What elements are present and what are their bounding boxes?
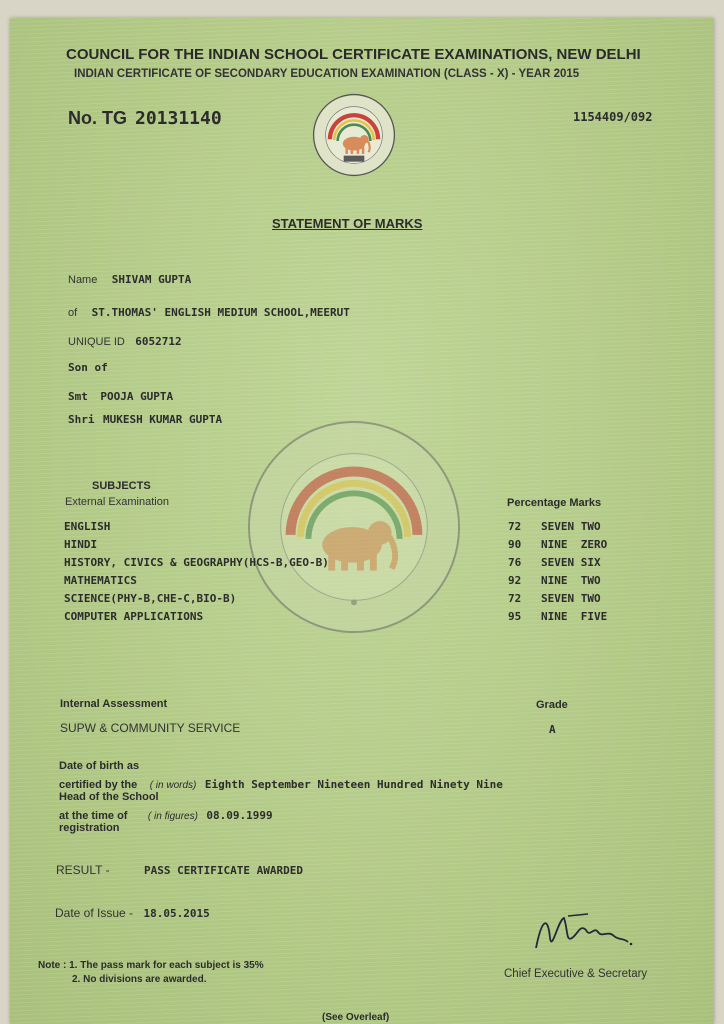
table-row [64,556,329,569]
son-of-label: Son of [68,361,108,374]
note-line2: 2. No divisions are awarded. [72,974,207,985]
subject-name: HISTORY, CIVICS & GEOGRAPHY(HCS-B,GEO-B) [64,556,329,569]
marks-words: SEVEN TWO [541,520,601,533]
of-label: of [68,307,78,319]
unique-id-label: UNIQUE ID [68,336,125,348]
marks-value: 90 [508,538,522,551]
result-value: PASS CERTIFICATE AWARDED [144,864,303,877]
statement-title: STATEMENT OF MARKS [272,216,423,231]
mother-row [68,387,173,405]
marks-value: 92 [508,574,522,587]
dob-line2: certified by the [59,779,138,791]
father-row [68,410,222,428]
table-row [64,592,236,605]
note-line1: Note : 1. The pass mark for each subject is 35% [38,960,264,971]
dob-line3: Head of the School [59,791,159,803]
certificate-number-value: 20131140 [135,108,222,129]
subject-name: HINDI [64,538,98,551]
marks-words: SEVEN TWO [541,592,601,605]
dob-words: Eighth September Nineteen Hundred Ninety Nine [204,778,503,791]
internal-subject: SUPW & COMMUNITY SERVICE [60,721,241,735]
table-row [64,610,203,623]
dob-line4: at the time of [59,810,128,822]
father-prefix: Shri [68,413,95,426]
school-name: ST.THOMAS' ENGLISH MEDIUM SCHOOL,MEERUT [91,306,350,319]
certificate-number [68,108,222,129]
marks-value: 72 [508,592,522,605]
subjects-heading: SUBJECTS [92,480,151,492]
grade-heading: Grade [536,699,568,711]
candidate-name: SHIVAM GUPTA [111,273,192,286]
marks-words: SEVEN SIX [541,556,601,569]
internal-grade: A [549,723,556,736]
percentage-heading: Percentage Marks [507,497,602,509]
father-name: MUKESH KUMAR GUPTA [102,413,223,426]
watermark-seal-icon [245,418,463,636]
marks-words: NINE FIVE [541,610,608,623]
subject-name: COMPUTER APPLICATIONS [64,610,204,623]
marks-value: 76 [508,556,522,569]
subject-name: MATHEMATICS [64,574,137,587]
marks-words: NINE ZERO [541,538,608,551]
dob-line1: Date of birth as [59,760,140,772]
signature-icon [528,908,638,958]
elephant-seal-icon [311,92,397,178]
see-overleaf: (See Overleaf) [322,1012,390,1023]
issue-row [55,904,210,922]
school-row [68,303,350,321]
table-row [64,574,137,587]
in-figures-hint: ( in figures) [147,811,198,822]
council-heading: COUNCIL FOR THE INDIAN SCHOOL CERTIFICATE EXAMINATIONS, NEW DELHI [66,46,641,63]
in-words-hint: ( in words) [149,780,197,791]
result-label: RESULT - [56,863,110,877]
unique-id-row [68,332,182,350]
result-row [56,861,303,879]
exam-heading: INDIAN CERTIFICATE OF SECONDARY EDUCATION EXAMINATION (CLASS - X) - YEAR 2015 [74,68,580,80]
subject-name: ENGLISH [64,520,111,533]
marks-value: 95 [508,610,522,623]
dob-line5: registration [59,822,120,834]
table-row [64,520,110,533]
table-row [64,538,97,551]
serial-number: 1154409/092 [573,110,653,124]
unique-id-value: 6052712 [135,335,182,348]
marks-words: NINE TWO [541,574,601,587]
mother-name: POOJA GUPTA [100,390,174,403]
subject-name: SCIENCE(PHY-B,CHE-C,BIO-B) [64,592,237,605]
signatory-title: Chief Executive & Secretary [504,968,648,980]
issue-label: Date of Issue - [55,906,134,920]
name-row [68,270,191,288]
certificate-number-label: No. TG [68,108,127,128]
name-label: Name [68,274,98,286]
internal-assessment-heading: Internal Assessment [60,698,168,710]
mother-prefix: Smt [68,390,88,403]
marks-value: 72 [508,520,522,533]
issue-date: 18.05.2015 [143,907,210,920]
external-exam-label: External Examination [65,496,169,508]
dob-figures: 08.09.1999 [206,809,273,822]
